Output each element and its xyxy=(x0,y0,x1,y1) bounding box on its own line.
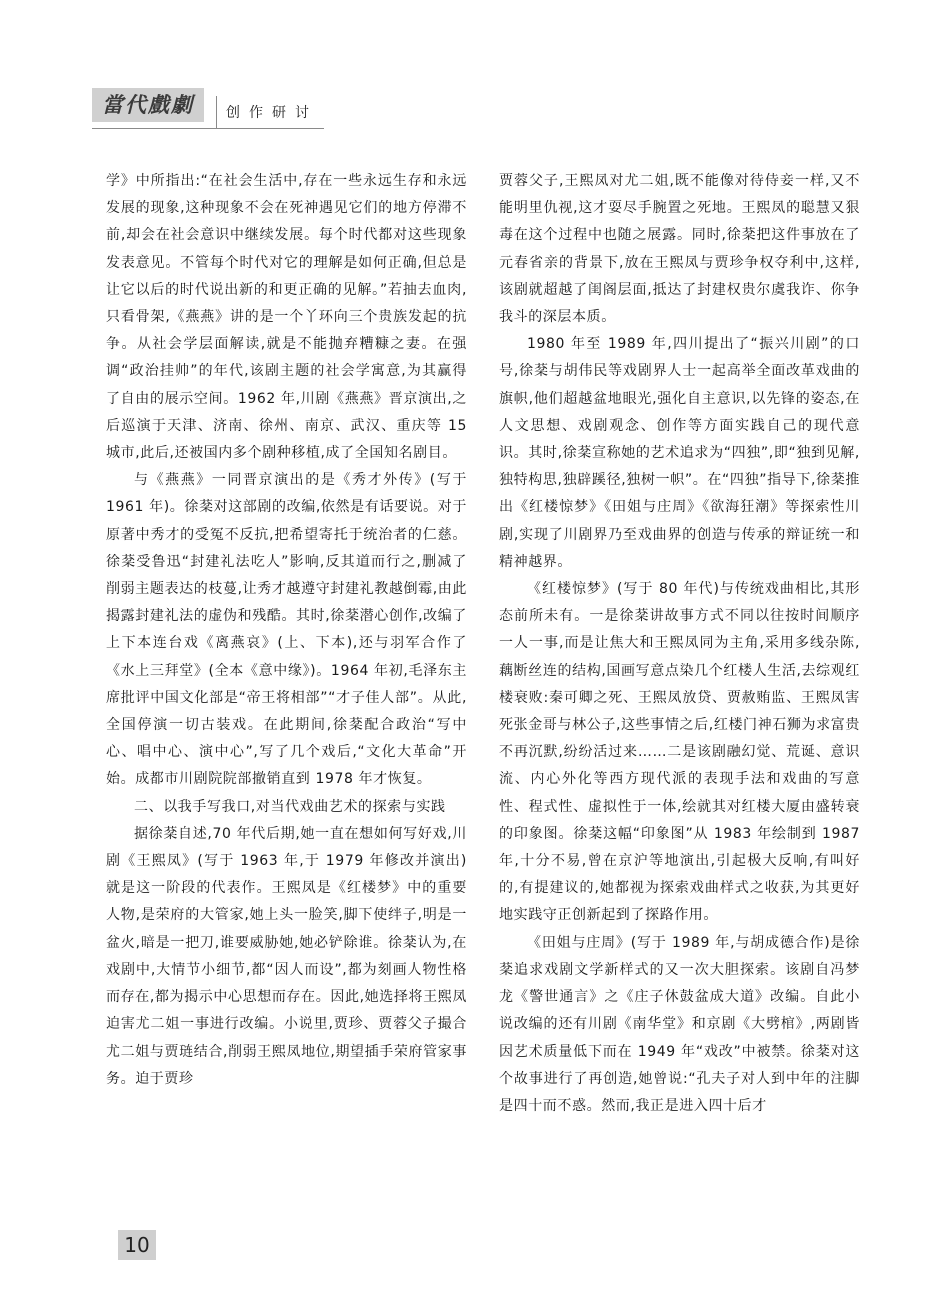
paragraph: 与《燕燕》一同晋京演出的是《秀才外传》(写于 1961 年)。徐棻对这部剧的改编,依然是有话要说。对于原著中秀才的受冤不反抗,把希望寄托于统治者的仁慈。徐棻受鲁迅“封建礼法吃人”影响,反其道而行之,删减了削弱主题表达的枝蔓,让秀才越遵守封建礼教越倒霉,由此揭露封建礼法的虚伪和残酷。其时,徐棻潜心创作,改编了上下本连台戏《离燕哀》(上、下本),还与羽军合作了《水上三拜堂》(全本《意中缘》)。1964 年初,毛泽东主席批评中国文化部是“帝王将相部”“才子佳人部”。从此,全国停演一切古装戏。在此期间,徐棻配合政治“写中心、唱中心、演中心”,写了几个戏后,“文化大革命”开始。成都市川剧院院部撤销直到 1978 年才恢复。 xyxy=(106,472,467,788)
page-number: 10 xyxy=(118,1230,156,1260)
paragraph: 贾蓉父子,王熙凤对尤二姐,既不能像对待侍妾一样,又不能明里仇视,这才耍尽手腕置之死地。王熙凤的聪慧又狠毒在这个过程中也随之展露。同时,徐棻把这件事放在了元春省亲的背景下,放在王熙凤与贾珍争权夺利中,这样,该剧就超越了闺阁层面,抵达了封建权贵尔虞我诈、你争我斗的深层本质。 xyxy=(499,173,860,326)
header-rule xyxy=(92,128,324,129)
right-column xyxy=(499,168,860,1120)
header-separator xyxy=(216,96,217,128)
paragraph: 《红楼惊梦》(写于 80 年代)与传统戏曲相比,其形态前所未有。一是徐棻讲故事方式不同以往按时间顺序一人一事,而是让焦大和王熙凤同为主角,采用多线杂陈,藕断丝连的结构,国画写意点染几个红楼人生活,去综观红楼衰败:秦可卿之死、王熙凤放贷、贾赦贿监、王熙凤害死张金哥与林公子,这些事情之后,红楼门神石狮为求富贵不再沉默,纷纷活过来……二是该剧融幻觉、荒诞、意识流、内心外化等西方现代派的表现手法和戏曲的写意性、程式性、虚拟性于一体,绘就其对红楼大厦由盛转衰的印象图。徐棻这幅“印象图”从 1983 年绘制到 1987 年,十分不易,曾在京沪等地演出,引起极大反响,有叫好的,有提建议的,她都视为探索戏曲样式之收获,为其更好地实践守正创新起到了探路作用。 xyxy=(499,581,860,924)
left-column xyxy=(106,168,467,1093)
paragraph: 学》中所指出:“在社会生活中,存在一些永远生存和永远发展的现象,这种现象不会在死神遇见它们的地方停滞不前,却会在社会意识中继续发展。每个时代都对这些现象发表意见。不管每个时代对它的理解是如何正确,但总是让它以后的时代说出新的和更正确的见解。”若抽去血肉,只看骨架,《燕燕》讲的是一个丫环向三个贵族发起的抗争。从社会学层面解读,就是不能抛弃糟糠之妻。在强调“政治挂帅”的年代,该剧主题的社会学寓意,为其赢得了自由的展示空间。1962 年,川剧《燕燕》晋京演出,之后巡演于天津、济南、徐州、南京、武汉、重庆等 15 城市,此后,还被国内多个剧种移植,成了全国知名剧目。 xyxy=(106,173,467,462)
paragraph: 1980 年至 1989 年,四川提出了“振兴川剧”的口号,徐棻与胡伟民等戏剧界人士一起高举全面改革戏曲的旗帜,他们超越盆地眼光,强化自主意识,以先锋的姿态,在人文思想、戏剧观念、创作等方面实践自己的现代意识。其时,徐棻宣称她的艺术追求为“四独”,即“独到见解,独特构思,独辟蹊径,独树一帜”。在“四独”指导下,徐棻推出《红楼惊梦》《田姐与庄周》《欲海狂潮》等探索性川剧,实现了川剧界乃至戏曲界的创造与传承的辩证统一和精神越界。 xyxy=(499,336,860,570)
section-title: 创作研讨 xyxy=(226,105,318,121)
magazine-logo: 當代戲劇 xyxy=(92,88,204,122)
paragraph: 《田姐与庄周》(写于 1989 年,与胡成德合作)是徐棻追求戏剧文学新样式的又一次大胆探索。该剧自冯梦龙《警世通言》之《庄子休鼓盆成大道》改编。自此小说改编的还有川剧《南华堂》和京剧《大劈棺》,两剧皆因艺术质量低下而在 1949 年“戏改”中被禁。徐棻对这个故事进行了再创造,她曾说:“孔夫子对人到中年的注脚是四十而不惑。然而,我正是进入四十后才 xyxy=(499,934,860,1114)
section-heading: 二、以我手写我口,对当代戏曲艺术的探索与实践 xyxy=(134,798,446,815)
paragraph: 据徐棻自述,70 年代后期,她一直在想如何写好戏,川剧《王熙凤》(写于 1963 年,于 1979 年修改并演出)就是这一阶段的代表作。王熙凤是《红楼梦》中的重要人物,是荣府的大管家,她上头一脸笑,脚下使绊子,明是一盆火,暗是一把刀,谁要威胁她,她必铲除谁。徐棻认为,在戏剧中,大情节小细节,都“因人而设”,都为刻画人物性格而存在,都为揭示中心思想而存在。因此,她选择将王熙凤迫害尤二姐一事进行改编。小说里,贾珍、贾蓉父子撮合尤二姐与贾琏结合,削弱王熙凤地位,期望插手荣府管家事务。迫于贾珍 xyxy=(106,825,467,1087)
